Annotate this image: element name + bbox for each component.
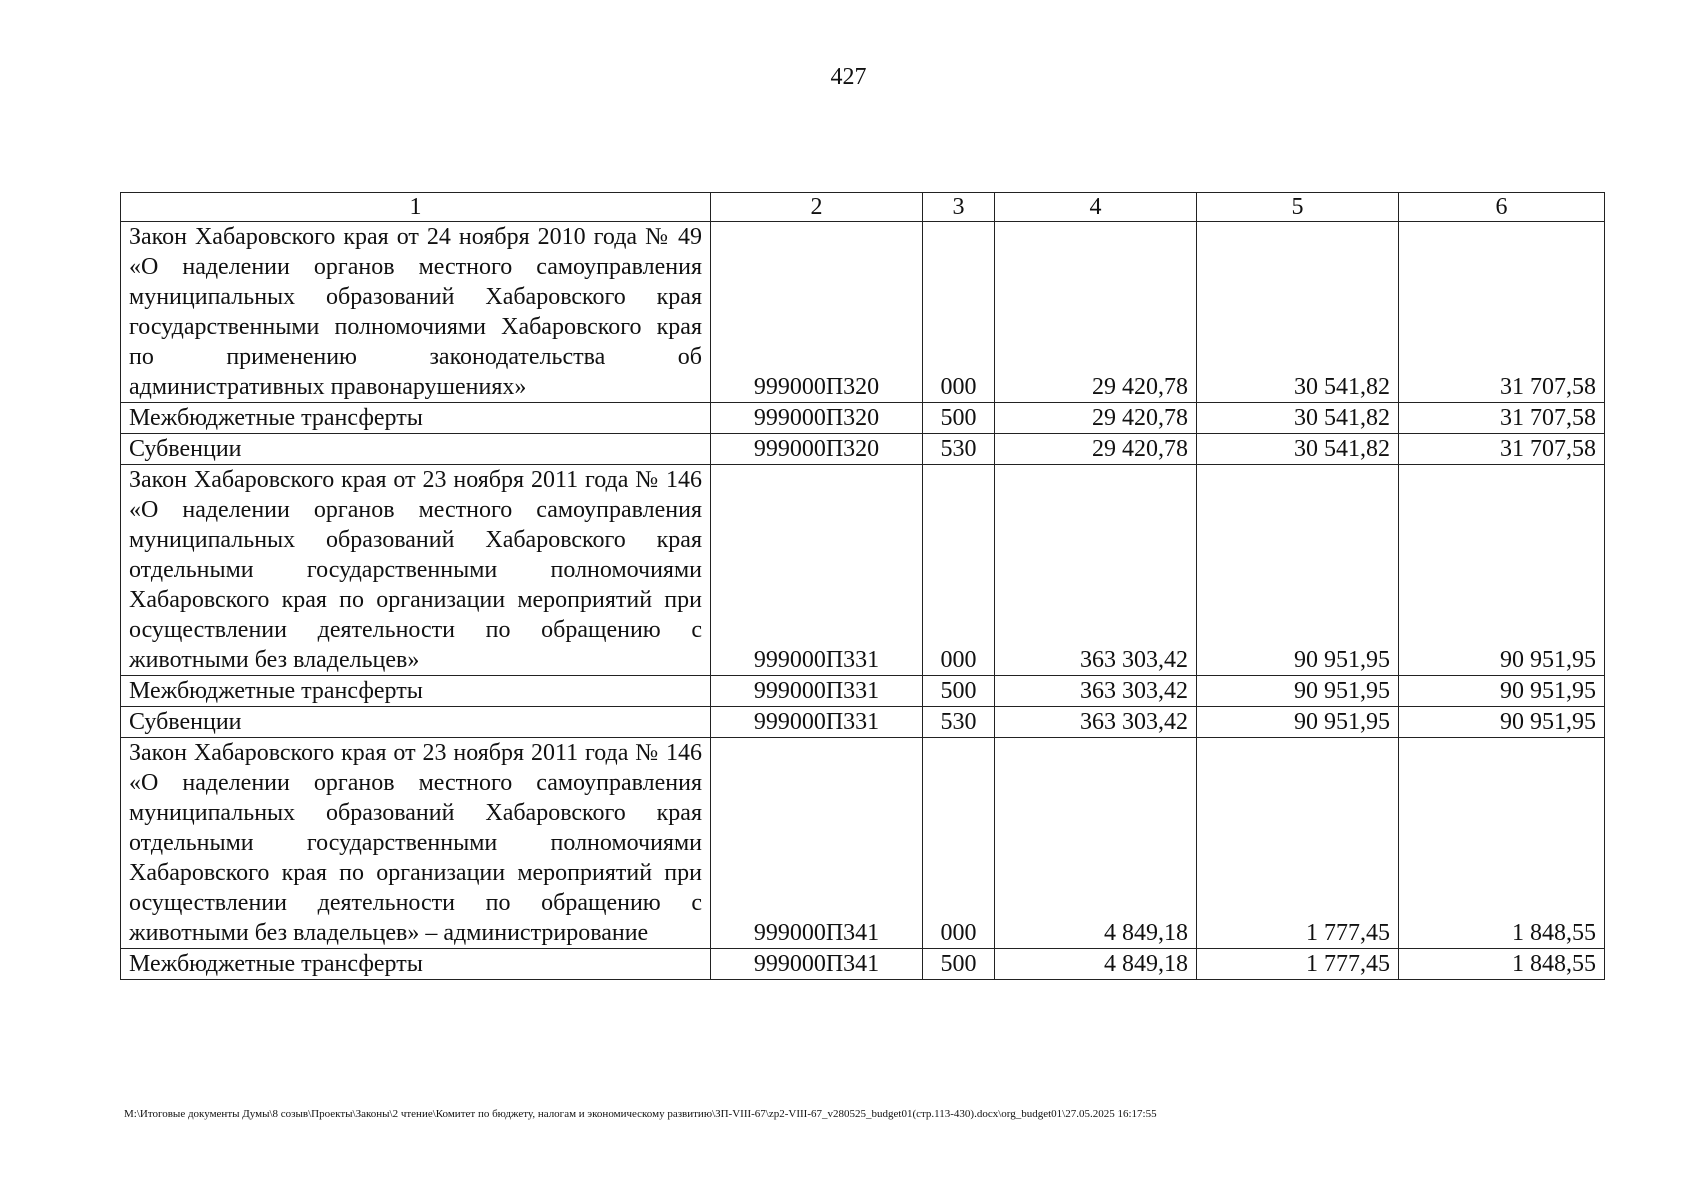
amount-col5: 1 777,45 [1197,738,1399,949]
amount-col5: 30 541,82 [1197,403,1399,434]
row-name: Субвенции [121,707,711,738]
amount-col5: 90 951,95 [1197,676,1399,707]
amount-col5: 90 951,95 [1197,465,1399,676]
column-header: 2 [711,193,923,222]
amount-col4: 29 420,78 [995,222,1197,403]
amount-col5: 90 951,95 [1197,707,1399,738]
target-code: 999000П341 [711,738,923,949]
amount-col6: 90 951,95 [1399,676,1605,707]
expense-type: 000 [923,222,995,403]
amount-col6: 1 848,55 [1399,949,1605,980]
row-name: Закон Хабаровского края от 23 ноября 2011 года № 146 «О наделении органов местного самоуправления муниципальных образований Хабаровского края отдельными государственными полномочиями Хабаровского края по организации мероприятий при осуществлении деятельности по обращению с животными без владельцев» [121,465,711,676]
column-header: 5 [1197,193,1399,222]
amount-col6: 31 707,58 [1399,222,1605,403]
target-code: 999000П341 [711,949,923,980]
table-row [121,949,1605,980]
expense-type: 530 [923,434,995,465]
budget-table [120,192,1605,980]
expense-type: 500 [923,676,995,707]
expense-type: 530 [923,707,995,738]
amount-col4: 363 303,42 [995,465,1197,676]
amount-col6: 31 707,58 [1399,403,1605,434]
amount-col6: 90 951,95 [1399,707,1605,738]
expense-type: 000 [923,465,995,676]
table-row [121,738,1605,949]
column-header: 4 [995,193,1197,222]
expense-type: 000 [923,738,995,949]
table-row [121,403,1605,434]
row-name: Межбюджетные трансферты [121,403,711,434]
target-code: 999000П331 [711,707,923,738]
page-number: 427 [830,64,867,90]
amount-col6: 1 848,55 [1399,738,1605,949]
row-name: Межбюджетные трансферты [121,676,711,707]
table-row [121,222,1605,403]
row-name: Субвенции [121,434,711,465]
row-name: Закон Хабаровского края от 24 ноября 2010 года № 49 «О наделении органов местного самоуправления муниципальных образований Хабаровского края государственными полномочиями Хабаровского края по применению законодательства об административных правонарушениях» [121,222,711,403]
amount-col5: 30 541,82 [1197,222,1399,403]
table-row [121,434,1605,465]
target-code: 999000П331 [711,465,923,676]
table-header-row [121,193,1605,222]
amount-col4: 363 303,42 [995,676,1197,707]
amount-col4: 29 420,78 [995,403,1197,434]
column-header: 3 [923,193,995,222]
amount-col4: 4 849,18 [995,738,1197,949]
amount-col4: 4 849,18 [995,949,1197,980]
target-code: 999000П331 [711,676,923,707]
column-header: 6 [1399,193,1605,222]
amount-col6: 31 707,58 [1399,434,1605,465]
target-code: 999000П320 [711,403,923,434]
amount-col6: 90 951,95 [1399,465,1605,676]
amount-col5: 30 541,82 [1197,434,1399,465]
amount-col4: 29 420,78 [995,434,1197,465]
expense-type: 500 [923,403,995,434]
amount-col5: 1 777,45 [1197,949,1399,980]
row-name: Закон Хабаровского края от 23 ноября 2011 года № 146 «О наделении органов местного самоуправления муниципальных образований Хабаровского края отдельными государственными полномочиями Хабаровского края по организации мероприятий при осуществлении деятельности по обращению с животными без владельцев» – администрирование [121,738,711,949]
target-code: 999000П320 [711,434,923,465]
table-row [121,465,1605,676]
expense-type: 500 [923,949,995,980]
row-name: Межбюджетные трансферты [121,949,711,980]
document-path-footer: M:\Итоговые документы Думы\8 созыв\Проекты\Законы\2 чтение\Комитет по бюджету, налогам и экономическому развитию\ЗП-VIII-67\zp2-VIII-67_v280525_budget01(стр.113-430).docx\org_budget01\27.05.2025 16:17:55 [124,1108,1157,1120]
target-code: 999000П320 [711,222,923,403]
table-row [121,707,1605,738]
table-row [121,676,1605,707]
amount-col4: 363 303,42 [995,707,1197,738]
column-header: 1 [121,193,711,222]
